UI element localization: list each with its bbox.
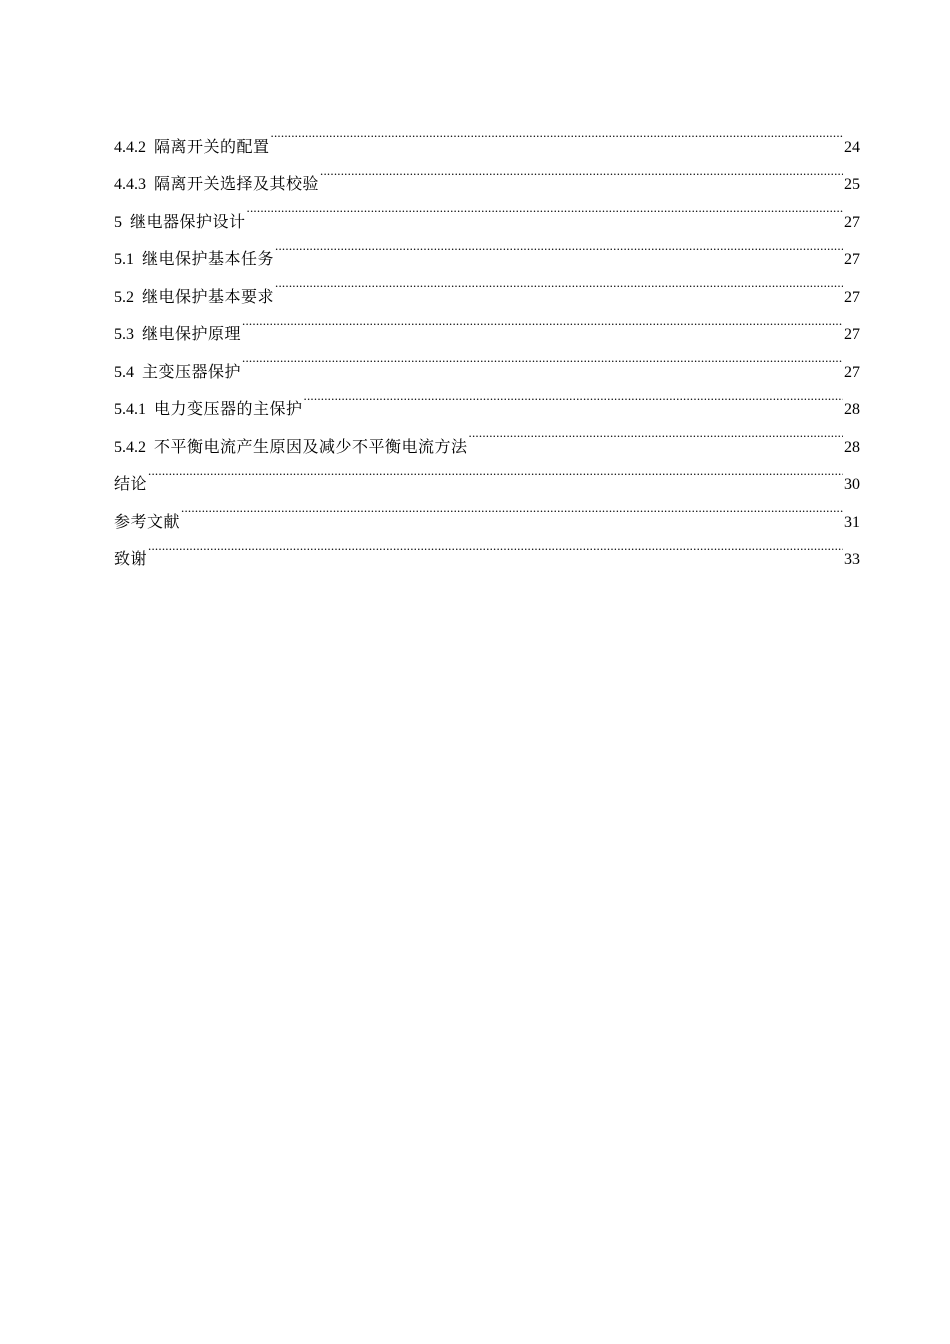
toc-entry-page: 27 <box>844 213 860 231</box>
toc-entry-number: 5.4 <box>114 363 134 381</box>
toc-entry-page: 28 <box>844 401 860 418</box>
toc-entry[interactable] <box>114 114 860 156</box>
toc-entry-page: 33 <box>844 551 860 568</box>
toc-dot-leader <box>275 227 843 265</box>
toc-entry-title: 继电保护基本任务 <box>142 251 275 268</box>
toc-entry-references[interactable] <box>114 489 860 531</box>
toc-entry-page: 25 <box>844 176 860 193</box>
toc-entry-page: 27 <box>844 326 860 343</box>
toc-dot-leader <box>148 452 843 490</box>
toc-dot-leader <box>271 114 843 152</box>
toc-entry-page: 30 <box>844 476 860 493</box>
toc-entry-conclusion[interactable] <box>114 452 860 493</box>
toc-dot-leader <box>242 302 843 340</box>
toc-entry-page: 27 <box>844 363 860 381</box>
toc-entry-page: 24 <box>844 138 860 156</box>
toc-entry-number: 5.2 <box>114 288 134 306</box>
toc-dot-leader <box>304 377 843 415</box>
toc-entry-title: 继电器保护设计 <box>130 213 246 231</box>
table-of-contents <box>114 114 860 568</box>
toc-entry-title: 致谢 <box>114 551 148 568</box>
toc-entry-title: 参考文献 <box>114 513 181 531</box>
toc-entry-number: 5.1 <box>114 251 134 268</box>
toc-entry-number: 5.4.2 <box>114 438 146 456</box>
toc-entry-page: 27 <box>844 288 860 306</box>
toc-entry-page: 27 <box>844 251 860 268</box>
toc-entry-title: 隔离开关选择及其校验 <box>154 176 320 193</box>
toc-entry-title: 结论 <box>114 476 148 493</box>
toc-entry-page: 31 <box>844 513 860 531</box>
toc-dot-leader <box>320 152 843 190</box>
toc-entry-page: 28 <box>844 438 860 456</box>
toc-entry-title: 继电保护基本要求 <box>142 288 275 306</box>
toc-dot-leader <box>275 264 843 302</box>
toc-entry-acknowledgements[interactable] <box>114 527 860 568</box>
toc-dot-leader <box>148 527 843 565</box>
toc-entry-number: 4.4.3 <box>114 176 146 193</box>
toc-entry-number: 5.3 <box>114 326 134 343</box>
toc-entry-number: 5.4.1 <box>114 401 146 418</box>
toc-dot-leader <box>181 489 843 527</box>
toc-entry-title: 主变压器保护 <box>142 363 242 381</box>
toc-dot-leader <box>242 339 843 377</box>
toc-dot-leader <box>469 414 843 452</box>
toc-entry-number: 4.4.2 <box>114 138 146 156</box>
toc-entry-title: 不平衡电流产生原因及减少不平衡电流方法 <box>154 438 468 456</box>
toc-dot-leader <box>247 189 843 227</box>
toc-entry-title: 继电保护原理 <box>142 326 242 343</box>
toc-entry-title: 电力变压器的主保护 <box>154 401 303 418</box>
toc-entry-number: 5 <box>114 213 122 231</box>
toc-entry-title: 隔离开关的配置 <box>154 138 270 156</box>
